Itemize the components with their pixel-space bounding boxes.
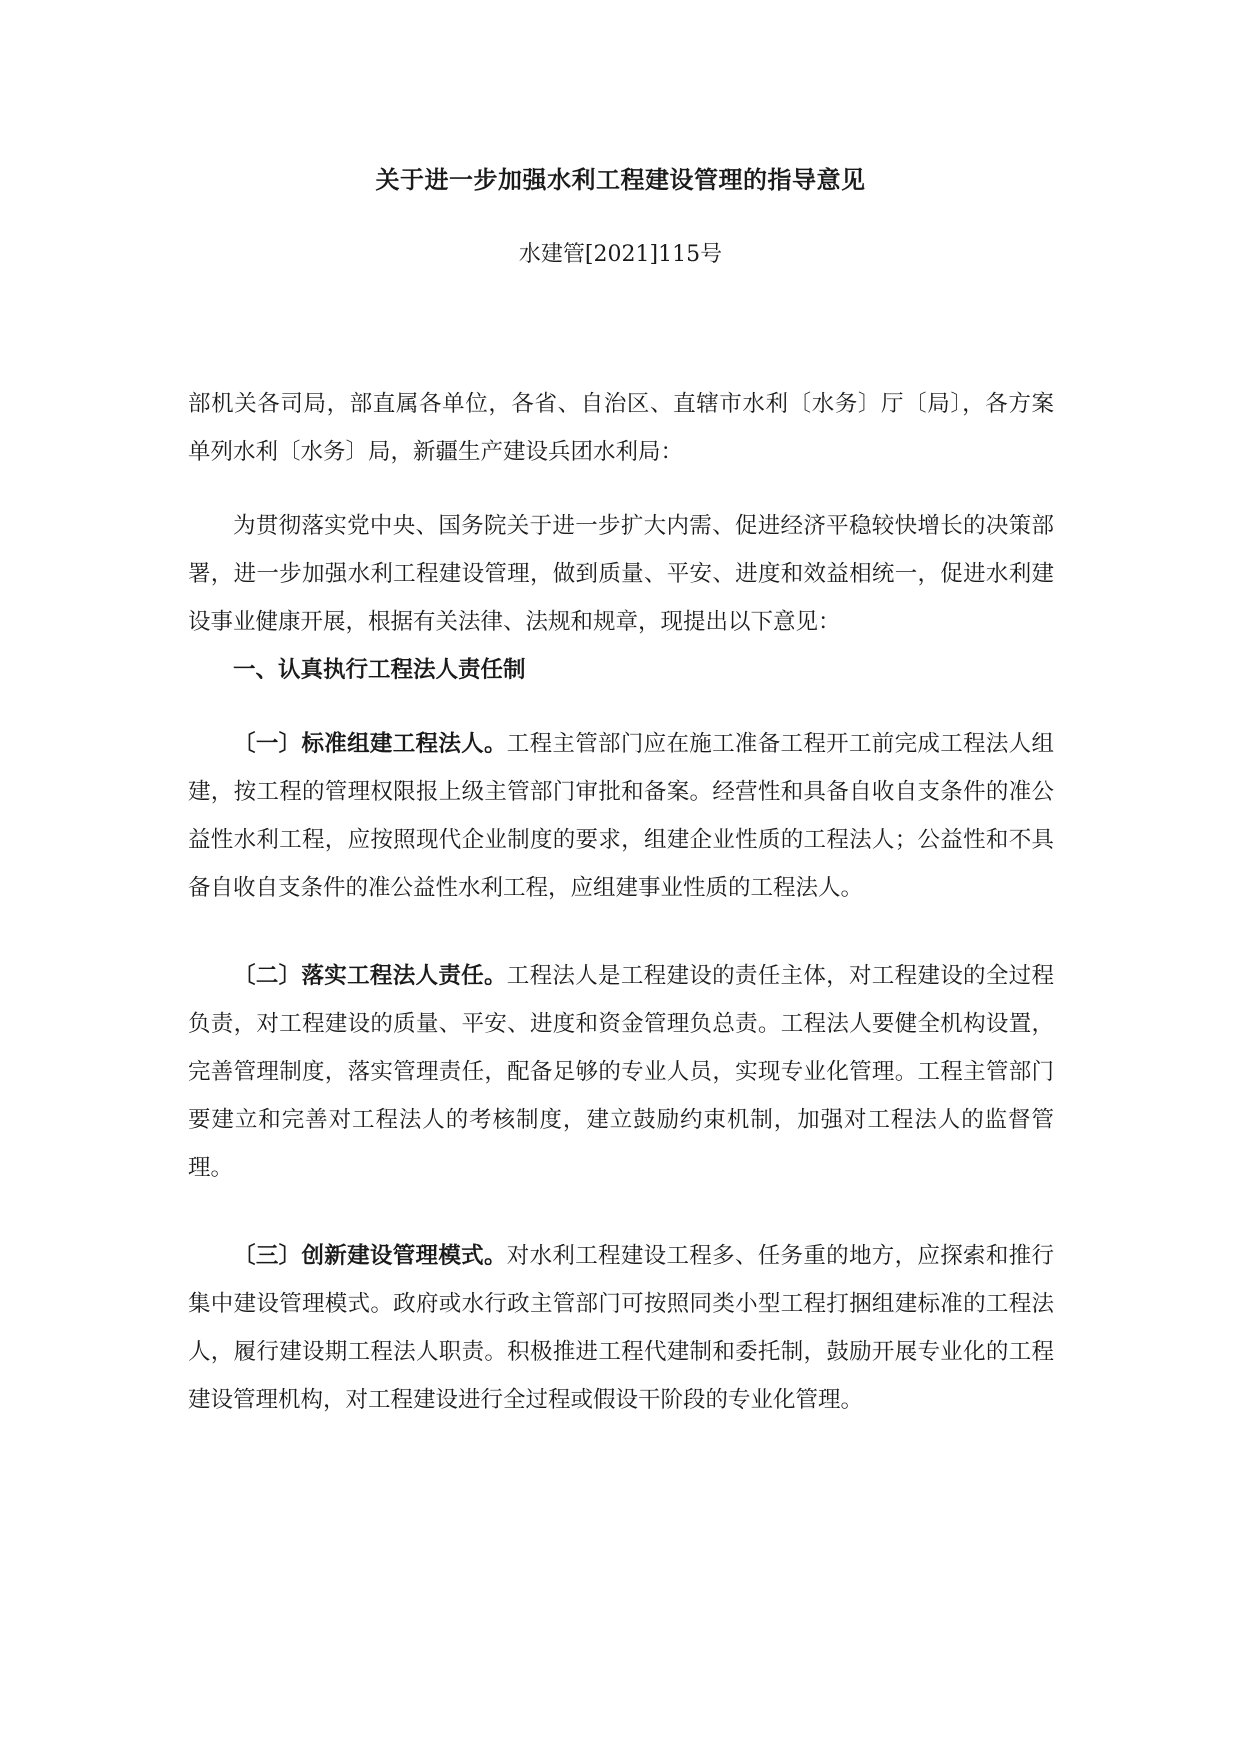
item-paragraph-1 bbox=[188, 720, 1054, 912]
item-lead: 〔三〕创新建设管理模式。 bbox=[233, 1243, 507, 1269]
document-title: 关于进一步加强水利工程建设管理的指导意见 bbox=[375, 165, 866, 194]
item-lead: 〔二〕落实工程法人责任。 bbox=[233, 963, 507, 989]
item-lead: 〔一〕标准组建工程法人。 bbox=[233, 731, 507, 757]
item-text: 工程法人是工程建设的责任主体，对工程建设的全过程负责，对工程建设的质量、平安、进度和资金管理负总责。工程法人要健全机构设置，完善管理制度，落实管理责任，配备足够的专业人员，实现专业化管理。工程主管部门要建立和完善对工程法人的考核制度，建立鼓励约束机制，加强对工程法人的监督管理。 bbox=[188, 963, 1054, 1181]
intro-paragraph: 为贯彻落实党中央、国务院关于进一步扩大内需、促进经济平稳较快增长的决策部署，进一步加强水利工程建设管理，做到质量、平安、进度和效益相统一，促进水利建设事业健康开展，根据有关法律、法规和规章，现提出以下意见： bbox=[188, 513, 1054, 635]
section-heading: 一、认真执行工程法人责任制 bbox=[233, 657, 526, 683]
document-number: 水建管[2021]115号 bbox=[518, 242, 723, 267]
addressee-paragraph: 部机关各司局，部直属各单位，各省、自治区、直辖市水利〔水务〕厅〔局〕，各方案单列水利〔水务〕局，新疆生产建设兵团水利局： bbox=[188, 391, 1054, 465]
document-body bbox=[188, 380, 1054, 1424]
item-text: 工程主管部门应在施工准备工程开工前完成工程法人组建，按工程的管理权限报上级主管部门审批和备案。经营性和具备自收自支条件的准公益性水利工程，应按照现代企业制度的要求，组建企业性质的工程法人；公益性和不具备自收自支条件的准公益性水利工程，应组建事业性质的工程法人。 bbox=[188, 731, 1054, 901]
item-paragraph-2 bbox=[188, 952, 1054, 1192]
item-paragraph-3 bbox=[188, 1232, 1054, 1424]
item-text: 对水利工程建设工程多、任务重的地方，应探索和推行集中建设管理模式。政府或水行政主管部门可按照同类小型工程打捆组建标准的工程法人，履行建设期工程法人职责。积极推进工程代建制和委托制，鼓励开展专业化的工程建设管理机构，对工程建设进行全过程或假设干阶段的专业化管理。 bbox=[188, 1243, 1054, 1413]
